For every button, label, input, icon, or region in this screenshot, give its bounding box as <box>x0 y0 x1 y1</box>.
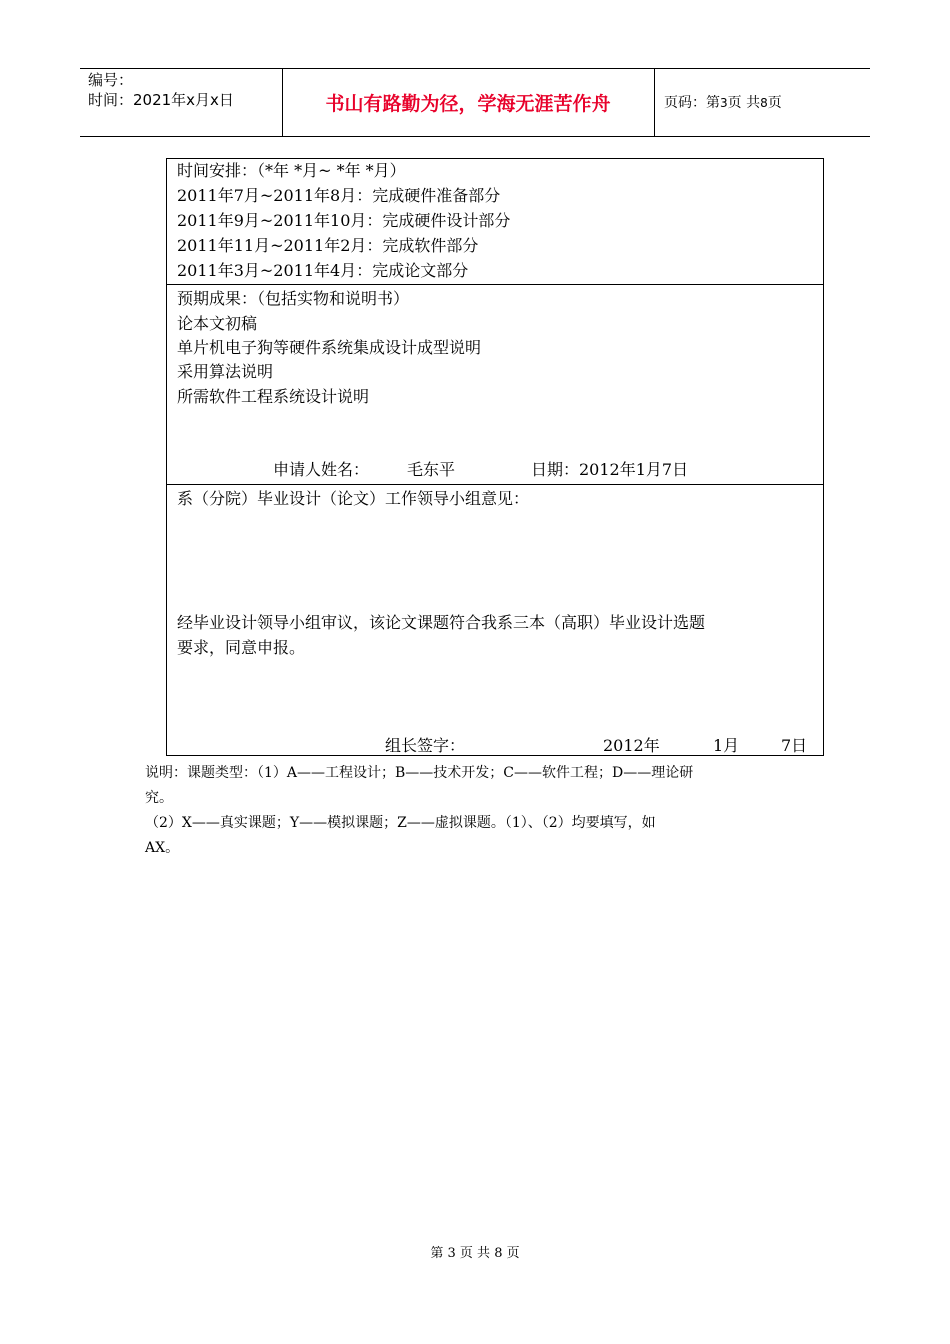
document-number-label: 编号： <box>88 71 134 89</box>
header-motto: 书山有路勤为径，学海无涯苦作舟 <box>325 93 611 115</box>
note-line: （2）X——真实课题；Y——模拟课题；Z——虚拟课题。（1）、（2）均要填写，如 <box>145 815 656 831</box>
results-item: 论本文初稿 <box>177 314 258 333</box>
page-suffix: 页 <box>767 95 782 111</box>
header-top-rule <box>80 68 870 69</box>
page-prefix: 页码：第 <box>664 95 720 111</box>
results-item: 单片机电子狗等硬件系统集成设计成型说明 <box>177 338 482 357</box>
results-title: 预期成果：（包括实物和说明书） <box>177 289 410 308</box>
schedule-item: 2011年7月~2011年8月：完成硬件准备部分 <box>177 186 501 205</box>
signature-month: 1月 <box>713 736 740 755</box>
document-time-label: 时间：2021年x月x日 <box>88 91 234 109</box>
page-mid: 页 共 <box>727 95 761 111</box>
applicant-name-value: 毛东平 <box>407 460 456 479</box>
applicant-name-label: 申请人姓名： <box>273 460 370 479</box>
note-line: 说明：课题类型：（1）A——工程设计；B——技术开发；C——软件工程；D——理论研 <box>145 765 694 781</box>
note-line: AX。 <box>145 840 180 856</box>
proposal-form-table <box>166 158 824 756</box>
committee-opinion-section <box>167 485 823 755</box>
schedule-item: 2011年11月~2011年2月：完成软件部分 <box>177 236 479 255</box>
header-divider-right <box>654 68 655 136</box>
note-line: 究。 <box>145 790 173 806</box>
results-item: 采用算法说明 <box>177 362 274 381</box>
signature-year: 2012年 <box>603 736 660 755</box>
page-footer: 第 3 页 共 8 页 <box>430 1246 520 1261</box>
signature-day: 7日 <box>781 736 808 755</box>
header-bottom-rule <box>80 136 870 137</box>
schedule-title: 时间安排：（*年 *月~ *年 *月） <box>177 161 406 180</box>
schedule-item: 2011年9月~2011年10月：完成硬件设计部分 <box>177 211 511 230</box>
expected-results-section <box>167 285 823 485</box>
opinion-text-line: 经毕业设计领导小组审议，该论文课题符合我系三本（高职）毕业设计选题 <box>177 613 706 632</box>
schedule-section <box>167 159 823 285</box>
application-date: 日期：2012年1月7日 <box>531 460 689 479</box>
schedule-item: 2011年3月~2011年4月：完成论文部分 <box>177 261 469 280</box>
opinion-text-line: 要求，同意申报。 <box>177 638 306 657</box>
opinion-title: 系（分院）毕业设计（论文）工作领导小组意见： <box>177 489 530 508</box>
page-current: 3 <box>720 96 728 110</box>
header-page-indicator <box>664 92 782 114</box>
page-total: 8 <box>760 96 768 110</box>
header-meta <box>88 70 234 110</box>
results-item: 所需软件工程系统设计说明 <box>177 387 370 406</box>
signature-label: 组长签字： <box>385 736 466 755</box>
